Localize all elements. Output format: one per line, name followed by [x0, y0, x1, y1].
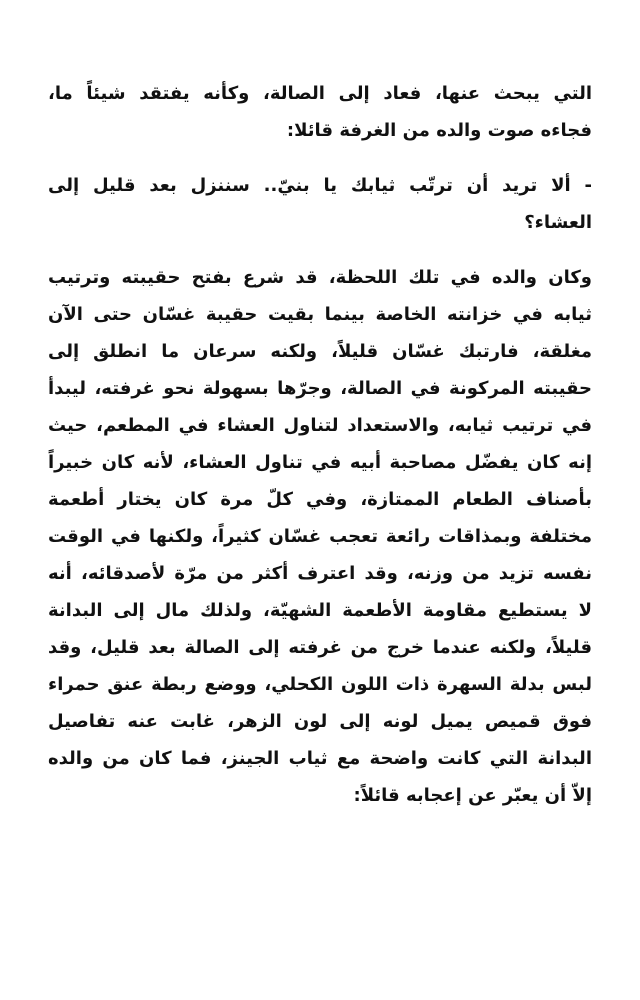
text-line: بأصناف الطعام الممتازة، وفي كلّ مرة كان يختار أطعمة	[48, 489, 592, 510]
page-text-body	[48, 75, 592, 814]
text-line: إلاّ أن يعبّر عن إعجابه قائلاً:	[353, 785, 592, 806]
text-line: - ألا تريد أن ترتّب ثيابك يا بنيّ.. سننزل بعد قليل إلى	[48, 175, 592, 196]
text-line: التي يبحث عنها، فعاد إلى الصالة، وكأنه يفتقد شيئاً ما،	[48, 83, 592, 104]
text-line: البدانة التي كانت واضحة مع ثياب الجينز، فما كان من والده	[48, 748, 592, 769]
text-line: في ترتيب ثيابه، والاستعداد لتناول العشاء في المطعم، حيث	[48, 415, 592, 436]
text-line: وكان والده في تلك اللحظة، قد شرع بفتح حقيبته وترتيب	[48, 267, 592, 288]
text-line: نفسه تزيد من وزنه، وقد اعترف أكثر من مرّة لأصدقائه، أنه	[48, 563, 592, 584]
text-line: ثيابه في خزانته الخاصة بينما بقيت حقيبة غسّان حتى الآن	[48, 304, 592, 325]
text-line: فجاءه صوت والده من الغرفة قائلا:	[286, 120, 592, 141]
paragraph-1	[48, 75, 592, 149]
text-line: مختلفة وبمذاقات رائعة تعجب غسّان كثيراً، ولكنها في الوقت	[48, 526, 592, 547]
text-line: لبس بدلة السهرة ذات اللون الكحلي، ووضع ربطة عنق حمراء	[48, 674, 592, 695]
paragraph-2	[48, 167, 592, 241]
text-line: قليلاً، ولكنه عندما خرج من غرفته إلى الصالة بعد قليل، وقد	[48, 637, 592, 658]
text-line: لا يستطيع مقاومة الأطعمة الشهيّة، ولذلك مال إلى البدانة	[48, 600, 592, 621]
text-line: العشاء؟	[524, 212, 592, 233]
paragraph-3	[48, 259, 592, 814]
text-line: مغلقة، فارتبك غسّان قليلاً، ولكنه سرعان ما انطلق إلى	[48, 341, 592, 362]
text-line: فوق قميص يميل لونه إلى لون الزهر، غابت عنه تفاصيل	[48, 711, 592, 732]
paragraph-gap	[48, 241, 592, 259]
paragraph-gap	[48, 149, 592, 167]
text-line: إنه كان يفضّل مصاحبة أبيه في تناول العشاء، لأنه كان خبيراً	[48, 452, 592, 473]
text-line: حقيبته المركونة في الصالة، وجرّها بسهولة نحو غرفته، ليبدأ	[48, 378, 592, 399]
